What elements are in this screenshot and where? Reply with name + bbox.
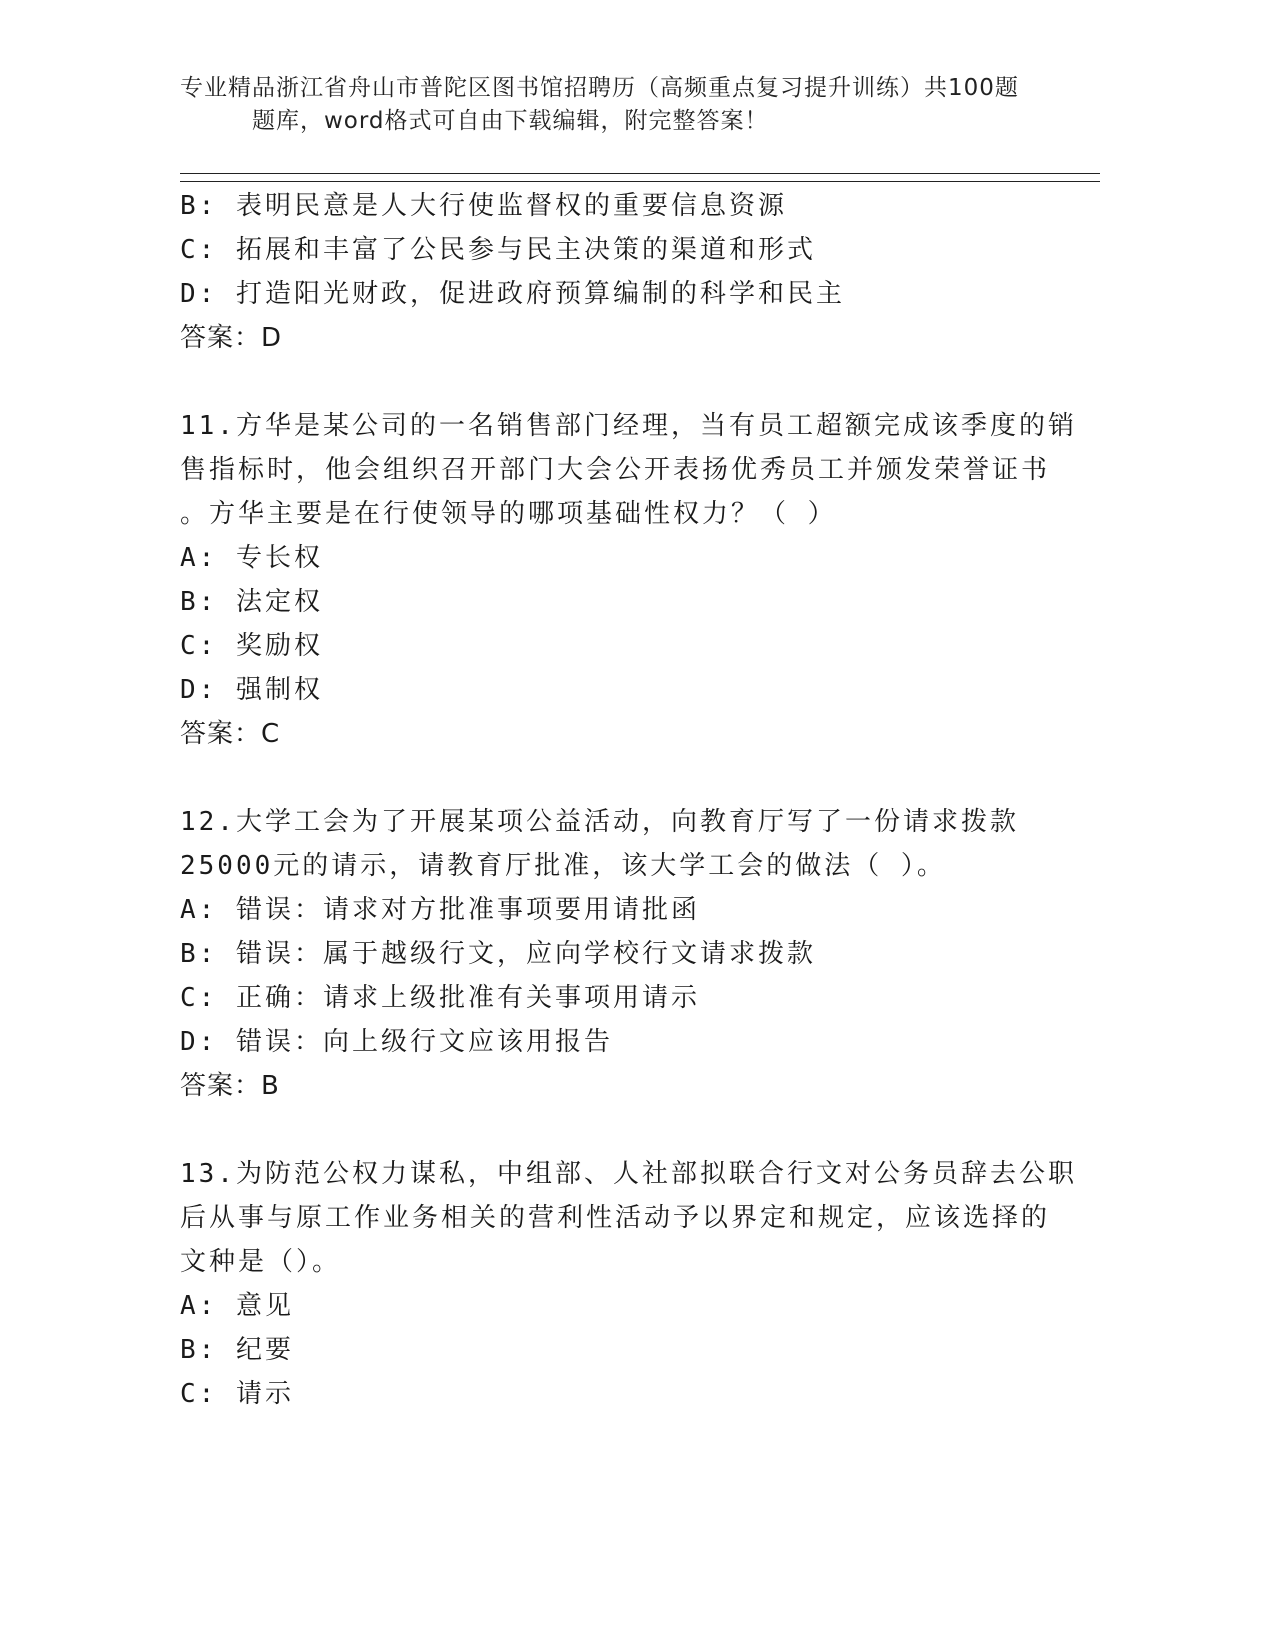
header-rule-top — [180, 173, 1100, 174]
option-a: A: 意见 — [180, 1291, 294, 1321]
answer: 答案：D — [180, 323, 283, 353]
question-12 — [180, 800, 1060, 1108]
header-title-line-2: 题库，word格式可自由下载编辑，附完整答案！ — [252, 108, 769, 134]
option-b: B: 法定权 — [180, 587, 323, 617]
question-stem-line: 25000元的请示，请教育厅批准，该大学工会的做法（ ）。 — [180, 851, 946, 881]
question-11 — [180, 404, 1077, 756]
question-stem-line: 后从事与原工作业务相关的营利性活动予以界定和规定，应该选择的 — [180, 1203, 1051, 1233]
option-b: B: 纪要 — [180, 1335, 294, 1365]
option-c: C: 拓展和丰富了公民参与民主决策的渠道和形式 — [180, 235, 816, 265]
option-c: C: 奖励权 — [180, 631, 323, 661]
header-rule-bottom — [180, 181, 1100, 182]
option-d: D: 强制权 — [180, 675, 323, 705]
question-stem-line: 文种是（）。 — [180, 1247, 342, 1277]
option-c: C: 正确：请求上级批准有关事项用请示 — [180, 983, 700, 1013]
spacer — [180, 1108, 1060, 1152]
question-stem-line: 售指标时，他会组织召开部门大会公开表扬优秀员工并颁发荣誉证书 — [180, 455, 1051, 485]
question-13 — [180, 1152, 1077, 1416]
option-d: D: 打造阳光财政，促进政府预算编制的科学和民主 — [180, 279, 845, 309]
header-title-line-1: 专业精品浙江省舟山市普陀区图书馆招聘历（高频重点复习提升训练）共100题 — [180, 75, 1019, 101]
option-b: B: 表明民意是人大行使监督权的重要信息资源 — [180, 191, 787, 221]
option-a: A: 专长权 — [180, 543, 323, 573]
page-header — [180, 72, 1060, 138]
option-b: B: 错误：属于越级行文，应向学校行文请求拨款 — [180, 939, 816, 969]
question-stem-line: 11.方华是某公司的一名销售部门经理，当有员工超额完成该季度的销 — [180, 411, 1077, 441]
answer: 答案：B — [180, 1071, 280, 1101]
option-a: A: 错误：请求对方批准事项要用请批函 — [180, 895, 700, 925]
question-list — [180, 184, 1077, 1416]
answer: 答案：C — [180, 719, 281, 749]
spacer — [180, 756, 1060, 800]
question-stem-line: 。方华主要是在行使领导的哪项基础性权力？（ ） — [180, 499, 837, 529]
question-stem-line: 13.为防范公权力谋私，中组部、人社部拟联合行文对公务员辞去公职 — [180, 1159, 1077, 1189]
option-c: C: 请示 — [180, 1379, 294, 1409]
question-stem-line: 12.大学工会为了开展某项公益活动，向教育厅写了一份请求拨款 — [180, 807, 1019, 837]
question-10-tail — [180, 184, 1060, 360]
option-d: D: 错误：向上级行文应该用报告 — [180, 1027, 613, 1057]
spacer — [180, 360, 1060, 404]
